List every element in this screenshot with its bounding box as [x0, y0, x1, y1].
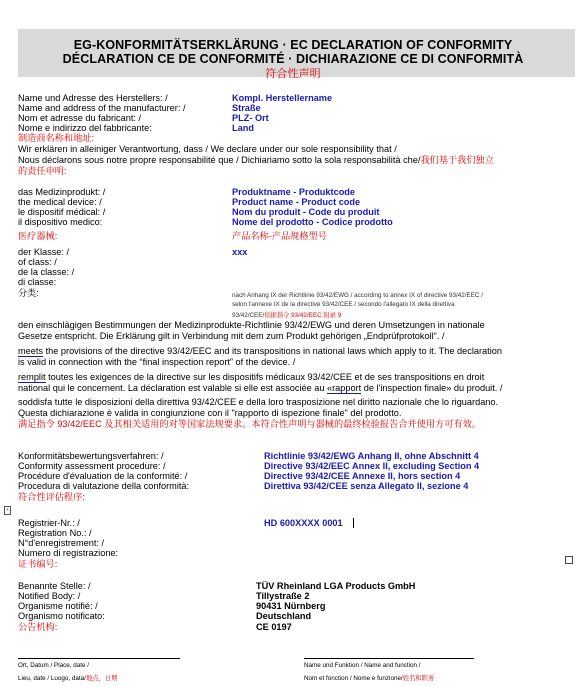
name-function-label-1: Name und Funktion / Name and function / [304, 662, 421, 669]
assessment-label-fr: Procédure d'évaluation de la conformité: / [18, 471, 188, 481]
registration-label-it: Numero di registrazione: [18, 548, 119, 558]
notified-body-name: TÜV Rheinland LGA Products GmbH [256, 581, 416, 591]
directive-de-1: den einschlägigen Bestimmungen der Medizinprodukte-Richtlinie 93/42/EWG und deren Umsetzungen in nationale [18, 320, 485, 330]
manufacturer-city: PLZ- Ort [232, 113, 269, 123]
device-label-zh: 医疗器械: [18, 231, 58, 241]
class-label-en: of class: / [18, 257, 57, 267]
directive-de-2: Gesetze entspricht. Die Erklärung gilt in Verbindung mit dem zum Produkt gehörigen „Endprüfprotokoll“. / [18, 331, 445, 341]
directive-en-2: is valid in connection with the “final inspection report” of the device. / [18, 357, 296, 367]
manufacturer-label-zh: 制造商名称和地址: [18, 133, 95, 143]
notified-body-label-en: Notified Body: / [18, 591, 81, 601]
title-zh: 符合性声明 [265, 68, 321, 80]
paragraph-anchor-icon[interactable]: + [4, 506, 11, 515]
product-name-en: Product name - Product code [232, 197, 361, 207]
word-remplit: remplit [18, 372, 46, 382]
manufacturer-label-it: Nome e indirizzo del fabbricante: [18, 123, 152, 133]
product-name-fr: Nom du produit - Code du produit [232, 207, 380, 217]
title-fr-it: DÉCLARATION CE DE CONFORMITÉ · DICHIARAZIONE CE DI CONFORMITÀ [62, 52, 524, 66]
class-label-it: di classe: [18, 277, 57, 287]
class-label-zh: 分类: [18, 288, 39, 298]
registration-label-fr: N°d'enregistrement: / [18, 538, 105, 548]
assessment-value-de: Richtlinie 93/42/EWG Anhang II, ohne Abschnitt 4 [264, 451, 479, 461]
assessment-label-de: Konformitätsbewertungsverfahren: / [18, 451, 164, 461]
directive-fr-2: national qui le concernent. La déclaration est valable si elle est associée au «rapport de l'inspection finale» du produit. / [18, 383, 503, 393]
class-label-fr: de la classe: / [18, 267, 75, 277]
directive-zh: 满足指令 93/42/EEC 及其相关适用的对等国家法规要求。本符合性声明与器械的最终检验报告合并使用方可有效。 [18, 419, 481, 429]
place-date-label-2: Lieu, date / Luogo, data/地点，日期 [18, 675, 118, 682]
notified-body-street: Tillystraße 2 [256, 591, 310, 601]
assessment-label-en: Conformity assessment procedure: / [18, 461, 166, 471]
responsibility-line-2: Nous déclarons sous notre propre responsabilité que / Dichiariamo sotto la sola responsabilità che/我们基于我们独立 [18, 155, 494, 165]
product-name-it: Nome del prodotto - Codice prodotto [232, 217, 393, 227]
manufacturer-label-en: Name and address of the manufacturer: / [18, 103, 186, 113]
assessment-label-zh: 符合性评估程序: [18, 492, 85, 502]
device-label-en: the medical device: / [18, 197, 102, 207]
registration-label-de: Registrier-Nr.: / [18, 518, 80, 528]
directive-it-1: soddisfa tutte le disposizioni della direttiva 93/42/CEE e della loro trasposizione nel diritto nazionale che lo riguardano. [18, 397, 499, 407]
device-label-it: il dispositivo medico: [18, 217, 103, 227]
directive-it-2: Questa dichiarazione è valida in congiunzione con il "rapporto di ispezione finale" del prodotto. [18, 408, 402, 418]
text-cursor [353, 518, 354, 528]
notified-body-ce-number: CE 0197 [256, 622, 292, 632]
signature-line-left [18, 658, 180, 659]
assessment-label-it: Procedura di valutazione della conformità: [18, 481, 190, 491]
class-value: xxx [232, 247, 248, 257]
notified-body-label-fr: Organisme notifié: / [18, 601, 98, 611]
manufacturer-country: Land [232, 123, 254, 133]
notified-body-label-it: Organismo notificato: [18, 611, 105, 621]
manufacturer-label-fr: Nom et adresse du fabricant: / [18, 113, 142, 123]
word-rapport: «rapport [327, 383, 362, 393]
manufacturer-name: Kompl. Herstellername [232, 93, 333, 103]
title-de-en: EG-KONFORMITÄTSERKLÄRUNG · EC DECLARATION OF CONFORMITY [73, 38, 513, 52]
device-label-de: das Medizinprodukt: / [18, 187, 106, 197]
directive-en-1: meets the provisions of the directive 93/42/EEC and its transpositions in national laws which apply to it. The declaration [18, 346, 502, 356]
manufacturer-label-de: Name und Adresse des Herstellers: / [18, 93, 168, 103]
assessment-value-en: Directive 93/42/EEC Annex II, excluding Section 4 [264, 461, 480, 471]
signature-line-right [304, 658, 474, 659]
assessment-value-it: Direttiva 93/42/CEE senza Allegato II, sezione 4 [264, 481, 469, 491]
assessment-value-fr: Directive 93/42/CEE Annexe II, hors section 4 [264, 471, 461, 481]
notified-body-label-zh: 公告机构: [18, 622, 58, 632]
product-name-zh: 产品名称-产品规格型号 [232, 231, 327, 241]
registration-label-en: Registration No.: / [18, 528, 92, 538]
word-meets: meets [18, 346, 44, 356]
place-date-label-1: Ort, Datum / Place, date / [18, 662, 90, 669]
registration-number[interactable]: HD 600XXXX 0001 [264, 518, 343, 528]
responsibility-line-3: 的责任申明: [18, 166, 67, 176]
manufacturer-street: Straße [232, 103, 261, 113]
annex-line-2: selon l'annexe IX de la directive 93/42/CEE / secondo l'allegato IX della direttiva [232, 301, 455, 308]
class-label-de: der Klasse: / [18, 247, 70, 257]
annex-line-3: 93/42/CEE/依据指令 93/42/EEC 附录 9 [232, 312, 342, 319]
square-marker-icon[interactable] [565, 556, 573, 564]
notified-body-label-de: Benannte Stelle: / [18, 581, 91, 591]
product-name-de: Produktname - Produktcode [232, 187, 356, 197]
responsibility-line-1: Wir erklären in alleiniger Verantwortung, dass / We declare under our sole responsibility that / [18, 144, 397, 154]
device-label-fr: le dispositif médical: / [18, 207, 106, 217]
registration-label-zh: 证书编号: [18, 559, 58, 569]
notified-body-country: Deutschland [256, 611, 312, 621]
name-function-label-2: Nom et fonction / Nome e funzione/姓名和职务 [304, 675, 435, 682]
directive-fr-1: remplit toutes les exigences de la directive sur les dispositifs médicaux 93/42/CEE et de ses transpositions en droit [18, 372, 485, 382]
annex-line-1: nach Anhang IX der Richtlinie 93/42/EWG / according to annex IX of directive 93/42/EEC / [232, 292, 483, 299]
notified-body-city: 90431 Nürnberg [256, 601, 326, 611]
